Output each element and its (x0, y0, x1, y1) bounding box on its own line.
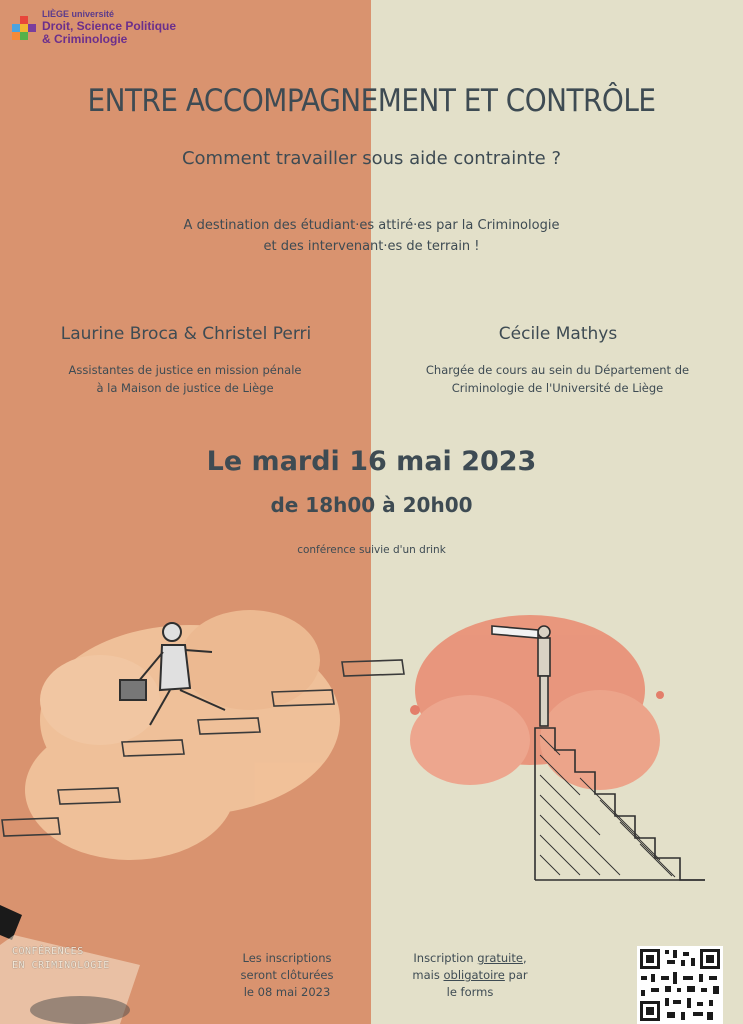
speaker-2-role: Chargée de cours au sein du Département de Criminologie de l'Université de Liège (425, 363, 690, 395)
event-audience: A destination des étudiant·es attiré·es par la Criminologie et des intervenant·es de terrain ! (183, 218, 560, 254)
event-date: Le mardi 16 mai 2023 (206, 446, 537, 477)
event-title: ENTRE ACCOMPAGNEMENT ET CONTRÔLE (87, 83, 656, 119)
conference-logo-text: CONFÉRENCES EN CRIMINOLOGIE (12, 946, 110, 971)
right-cloud-blob (410, 615, 664, 790)
university-name: LIÈGE université (42, 9, 115, 19)
registration-info: Inscription gratuite, mais obligatoire par le forms (412, 951, 528, 999)
university-logo (10, 8, 230, 52)
faculty-name: Droit, Science Politique & Criminologie (42, 19, 177, 46)
mandatory-link[interactable]: obligatoire (443, 968, 505, 982)
event-subtitle: Comment travailler sous aide contrainte ? (181, 148, 562, 169)
registration-deadline: Les inscriptions seront clôturées le 08 mai 2023 (240, 951, 334, 999)
university-logo-icon (10, 14, 38, 42)
conference-logo (0, 905, 150, 1024)
event-time: de 18h00 à 20h00 (270, 493, 473, 517)
speaker-2-name: Cécile Mathys (498, 324, 618, 344)
qr-code[interactable] (637, 946, 723, 1024)
free-link[interactable]: gratuite (477, 951, 523, 965)
speaker-1-name: Laurine Broca & Christel Perri (60, 324, 312, 344)
stairs-illustration (0, 590, 743, 900)
speaker-1-role: Assistantes de justice en mission pénale à la Maison de justice de Liège (68, 363, 302, 395)
event-note: conférence suivie d'un drink (297, 544, 446, 556)
